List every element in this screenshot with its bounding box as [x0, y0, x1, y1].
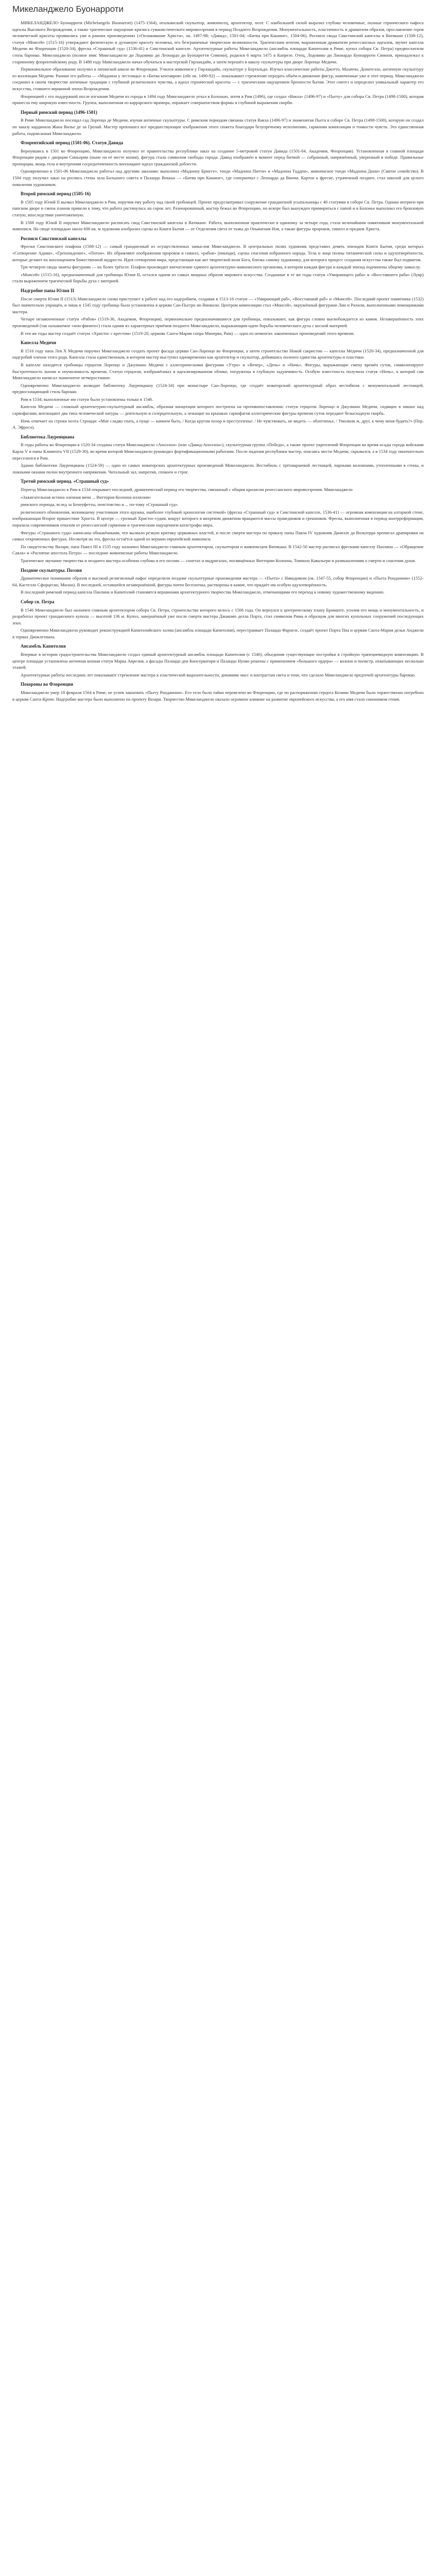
paragraph: После смерти Юлия II (1513) Микеланджело снова приступает к работе над его надгробием, создавая в 1513-16 статуи — «Умирающий раб», «Восставший раб» и «Моисей». Последний проект памятника (1532) был значительно упрощён, и лишь в 1545 году гробница была установлена в церкви Сан-Пьетро ин Винколи. Центром композиции стал «Моисей», окружённый фигурами Лии и Рахили, выполненными помощниками мастера.: [12, 296, 424, 314]
paragraph: Четыре незаконченные статуи «Рабов» (1519-36, Академия, Флоренция), первоначально предназначавшиеся для гробницы, показывают, как фигура словно высвобождается из камня. Незавершённость этих произведений (так называемое «нон-финито») стала одним из характерных приёмов позднего Микеланджело, выражающим идею борьбы человеческого духа с косной материей.: [12, 316, 424, 328]
paragraph: Рим в 1534; выполненные им статуи были установлены только в 1546.: [21, 396, 153, 402]
document-body: [12, 20, 424, 702]
paragraph: Капелла Медичи — сложный архитектурно-скульптурный ансамбль, образная концепция которого построена на противопоставлении: статуи герцогов Лоренцо и Джулиано Медичи, сидящих в нишах над саркофагами, воплощают два типа человеческой натуры — деятельную и созерцательную, а лежащие на крышках саркофагов аллегорические фигуры времени суток передают безысходную скорбь.: [12, 404, 424, 416]
paragraph: «Зажигательная истина оленная вичи ... Виттория Колонна иллюзия»: [21, 494, 151, 500]
section-heading: Ансамбль Капитолия: [21, 643, 66, 649]
paragraph: В эти же годы мастер создаёт статую «Христос с крестом» (1519-20, церковь Санта-Мария сопра Минерва, Рим) — одно из немногих законченных произведений этого времени.: [21, 330, 355, 336]
paragraph: По свидетельству Вазари, папа Павел III в 1535 году назначил Микеланджело главным архитектором, скульптором и живописцем Ватикана. В 1542-50 мастер расписал фресками капеллу Паолина — «Обращение Савла» и «Распятие апостола Петра» — последние живописные работы Микеланджело.: [12, 544, 424, 556]
paragraph: «Моисей» (1515-16), предназначенный для гробницы Юлия II, остался одним из самых мощных образов мирового искусства. Созданные в те же годы статуи «Умирающего раба» и «Восставшего раба» (Лувр) стали выражением трагической борьбы духа с материей.: [12, 272, 424, 284]
paragraph: Драматическое понимание образов и высокий религиозный пафос определили поздние скульптурные произведения мастера — «Пьета» с Никодимом (ок. 1547-55, собор Флоренции) и «Пьета Ронданини» (1552-64, Кастелло Сфорцеско, Милан). В последней, оставшейся незавершённой, фигуры почти бесплотны, растворены в камне, что придаёт им особую одухотворённость.: [12, 575, 424, 587]
paragraph: В 1516 году папа Лев X Медичи поручил Микеланджело создать проект фасада церкви Сан-Лоренцо во Флоренции, а затем строительство Новой сакристии — капеллы Медичи (1520-34), предназначенной для надгробий членов этого рода. Капелла стала единственным, в котором мастер выступил одновременно как архитектор и скульптор, добившись полного единства архитектуры и пластики.: [12, 348, 424, 360]
section-heading: Похороны во Флоренции: [21, 682, 74, 687]
paragraph: Переезд Микеланджело в Рим в 1534 открывает последний, драматический период его творчества, связанный с общим кризисом ренессансного мировоззрения. Микеланджело: [21, 487, 353, 492]
paragraph: Фигуры «Страшного суда» написаны обнажёнными, что вызвало резкую критику церковных властей, и после смерти мастера по приказу папы Павла IV художник Даниэле да Вольтерра прописал драпировки на самых откровенных фигурах. Несмотря на это, фреска остаётся одной из вершин европейской живописи.: [12, 530, 424, 542]
section-heading: Надгробие папы Юлия II: [21, 287, 74, 293]
paragraph: Впервые в истории градостроительства Микеланджело создал единый архитектурный ансамбль площади Капитолия (с 1546), объединив существующие постройки в стройную трапециевидную композицию. В центре площади установлена античная конная статуя Марка Аврелия, а фасады Палаццо деи Консерватори и Палаццо Нуово решены с применением «большого ордера» — колонн и пилястр, охватывающих несколько этажей.: [12, 652, 424, 670]
paragraph: В 1508 году Юлий II поручил Микеланджело расписать свод Сикстинской капеллы в Ватикане. Работа, выполненная практически в одиночку за четыре года, стала величайшим памятником монументальной живописи. На своде площадью около 600 кв. м художник изобразил сцены из Книги Бытия — от Отделения света от тьмы до Опьянения Ноя, а также фигуры пророков, сивилл и предков Христа.: [12, 219, 424, 232]
paragraph: В капелле находятся гробницы герцогов Лоренцо и Джулиано Медичи с аллегорическими фигурами «Утро» и «Вечер», «День» и «Ночь». Фигуры, выражающие смену времён суток, символизируют быстротечность жизни и неумолимость времени. Статуи герцогов, изображённых в идеализированном облике, погружены в глубокую задумчивость. Особую известность получила статуя «Ночь», к которой сам Микеланджело написал знаменитое четверостишие.: [12, 362, 424, 381]
paragraph: В 1505 году Юлий II вызвал Микеланджело в Рим, поручив ему работу над своей гробницей. Проект предусматривал сооружение грандиозной усыпальницы с 40 статуями в соборе Св. Петра. Однако интриги при папском дворе и смена планов привели к тому, что работа растянулась на сорок лет. Разочарованный, мастер бежал во Флоренцию, но вскоре был вынужден примириться с папой и в Болонье выполнил его бронзовую статую, впоследствии уничтоженную.: [12, 199, 424, 218]
paragraph: МИКЕЛАНДЖЕЛО Буонарроти (Michelangelo Buonarroti) (1475-1564), итальянский скульптор, живописец, архитектор, поэт. С наибольшей силой выразил глубоко человечные, полные героического пафоса идеалы Высокого Возрождения, а также трагическое ощущение кризиса гуманистического мировоззрения в период Позднего Возрождения. Монументальность, пластичность и драматизм образов, прославление героя человеческой красоты проявились уже в ранних произведениях («Оплакивание Христа», ок. 1497-98; «Давид», 1501-04; «Битва при Кашине», 1504-06). Росписи свода Сикстинской капеллы в Ватикане (1508-12), статуя «Моисей» (1515-16) утверждают физическую и духовную красоту человека, его безграничные творческие возможности. Трагическим итогом, выраженным драматизм ренессансных идеалов, звучит капелла Медичи во Флоренции (1520-34), фреска «Страшный суд» (1536-41) в Сикстинской капелле. Архитектурные работы Микеланджело (ансамбль площади Капитолия в Риме, купол собора Св. Петра) предвосхитили стиль барокко. Микеланджело (полное имя: Микеланджело ди Лодовико ди Леонардо ди Буонаротти Симони), родился 6 марта 1475 в Капрезе. Отец, Лодовико ди Лионардо Буонарроти Симони, принадлежал к старинному флорентийскому роду. В 1488 году Микеланджело начал обучаться в мастерской Гирландайо, а затем перешёл в школу скульптуры при дворе Лоренцо Медичи.: [12, 20, 424, 64]
section-heading: Собор св. Петра: [21, 599, 55, 604]
paragraph: В 1546 Микеланджело был назначен главным архитектором собора Св. Петра, строительство которого велось с 1506 года. Он вернулся к центрическому плану Браманте, усилив его мощь и монументальность, и разработал проект грандиозного купола — высотой 136 м. Купол, завершённый уже после смерти мастера Джакомо делла Порта, стал символом Рима и образцом для многих купольных сооружений последующих эпох.: [12, 607, 424, 625]
paragraph: Микеланджело умер 18 февраля 1564 в Риме, не успев закончить «Пьету Ронданини». Его тело было тайно перевезено во Флоренцию, где по распоряжению герцога Козимо Медичи было торжественно погребено в церкви Санта-Кроче. Надгробие мастера было выполнено по проекту Вазари. Творчество Микеланджело оказало огромное влияние на развитие европейского искусства, а его имя стало синонимом гения.: [12, 690, 424, 702]
section-heading: Второй римский период (1505-16): [21, 191, 91, 197]
paragraph: Трагическое звучание творчества и позднего мастера особенно глубоко в его поэзии — сонетах и мадригалах, посвящённых Виттории Колонна, Томмазо Кавальери и размышлениям о смерти и спасении души.: [21, 557, 416, 563]
section-heading: Флорентийский период (1501-06). Статуя Давида: [21, 140, 124, 146]
section-heading: Поздние скульптуры. Поэзия: [21, 567, 82, 573]
section-heading: Библиотека Лауренциана: [21, 434, 75, 439]
paragraph: римского периода, вслед за Бенеуфетты, неистовство и ... по-тому «Страшный суд».: [21, 502, 179, 507]
paragraph: Здание библиотеки Лауренцианы (1524-59) — одно из самых новаторских архитектурных произведений Микеланджело. Вестибюль с трёхмаршевой лестницей, парными колоннами, утопленными в стены, и ложными окнами полон внутреннего напряжения. Читальный зал, напротив, спокоен и строг.: [12, 463, 424, 474]
section-heading: Капелла Медичи: [21, 340, 57, 346]
paragraph: Одновременно Микеланджело возводит библиотеку Лауренциану (1524-34) при монастыре Сан-Лоренцо, где создаёт новаторский архитектурный образ вестибюля с монументальной лестницей, предвосхищающий стиль барокко.: [12, 382, 424, 395]
paragraph: В последний римский период капелла Паолина и Капитолий становятся вершинами архитектурного творчества Микеланджело, отмечающими его переход к новому художественному видению.: [21, 589, 385, 595]
paragraph: В годы работы во Флоренции в 1520-34 созданы статуя Микеланджело «Аполлон» (или «Давид-Аполлон»), скульптурная группа «Победа», а также проект укреплений Флоренции во время осады города войсками Карла V и папы Климента VII (1529-30), во время которой Микеланджело руководил фортификационными работами. После падения республики мастер, опасаясь мести Медичи, скрывался, а в 1534 году окончательно переселился в Рим.: [12, 442, 424, 461]
paragraph: В Риме Микеланджело посещал сад Лоренцо де Медичи, изучая античные скульптуры. С римским периодом связаны статуя Вакха (1496-97) и знаменитая Пьета в соборе Св. Петра (1498-1500), которую он создал по заказу кардинала Жана Вилье де ла Гролай. Мастер превзошел все предшествующие изображения этого сюжета благодаря безупречному исполнению, гармонии композиции и тонкости чувств. Это единственная работа, подписанная Микеланджело.: [12, 117, 424, 136]
paragraph: Архитектурные работы последних лет показывают стремление мастера к пластической выразительности, динамике масс и контрастам света и тени, что сделало Микеланджело предтечей архитектуры барокко.: [21, 672, 416, 677]
section-heading: Росписи Сикстинской капеллы: [21, 235, 86, 241]
paragraph: Флоренцией с его поддержкой после изгнания Медичи из города в 1494 году Микеланджело уехал в Болонью, затем в Рим (1496), где создал «Вакха» (1496-97) и «Пьету» для собора Св. Петра (1498-1500), которая принесла ему широкую известность. Группа, выполненная из каррарского мрамора, поражает совершенством формы и глубиной выражения скорби.: [12, 93, 424, 106]
section-heading: Первый римский период (1496-1501): [21, 109, 97, 115]
paragraph: Вернувшись в 1501 во Флоренцию, Микеланджело получил от правительства республики заказ на создание 5-метровой статуи Давида (1501-04, Академия, Флоренция). Установленная в главной площади Флоренции рядом с дворцом Синьории (ныне на её месте копия), фигура стала символом свободы города. Давид изображён в момент перед битвой — собранный, напряжённый, уверенный в победе. Правильные пропорции, мощь тела и внутренняя сосредоточенность воплощают идеал гражданской доблести.: [12, 148, 424, 166]
paragraph: Фрески Сикстинского плафона (1508-12) — самый грандиозный из осуществленных замыслов Микеланджело. В центральных полях художник представил девять эпизодов Книги Бытия, среди которых «Сотворение Адама», «Грехопадение», «Потоп». Их обрамляют изображения пророков и сивилл, «рабов» (иньюди), сцены спасения избранного народа. Тела и лица полны титанической силы и одухотворённости, которые делают их воплощением божественной мудрости. Идея сотворения мира, предстающая как акт творческой воли Бога, близка самому художнику, для которого процесс создания искусства также был подвигом.: [12, 244, 424, 262]
document-title: Микеланджело Буонарроти: [12, 4, 124, 14]
paragraph: Ночь отвечает на строки поэта Строцци: «Мне сладко спать, а пуще — камнем быть, / Когда кругом позор и преступленье: / Не чувствовать, не видеть — облегченье, / Умолкни ж, друг, к чему меня будить?» (Пер. А. Эфроса).: [12, 418, 424, 430]
paragraph: Первоначальное образование получил в латинской школе во Флоренции. Учился живописи у Гирландайо, скульптуре у Бертольдо. Изучал классические работы Джотто, Мазаччо, Донателло, античную скульптуру из коллекции Медичи. Ранние его работы — «Мадонна у лестницы» и «Битва кентавров» (обе ок. 1490-92) — показывают стремление передать объём и движение фигур, намеченные уже в этот период. Микеланджело соединил в своем творчестве античные традиции с глубиной религиозного чувства, а идеал героической красоты — с трагическим ощущением бренности бытия. Этот синтез и определил уникальный характер его искусства, ставшего вершиной эпохи Возрождения.: [12, 66, 424, 91]
paragraph: Три четверти свода заняты фигурами — их более трёхсот. Плафон производит впечатление единого архитектурно-живописного организма, в котором каждая фигура и каждый эпизод подчинены общему замыслу.: [21, 264, 421, 270]
paragraph: религиозного обновления, возникшему участникам этого кружка, наиболее глубокой хронологии системой» (фреска «Страшный суд» в Сикстинской капелле, 1536-41) — огромная композиция на алтарной стене, изображающая Второе пришествие Христа. В центре — грозный Христос-судия, вокруг которого в вихревом движении вращаются массы праведников и грешников. Фреска, выполненная в период контрреформации, поразила современников отказом от ренессансной гармонии и трагическим ощущением катастрофы мира.: [12, 509, 424, 528]
paragraph: Одновременно Микеланджело руководит реконструкцией Капитолийского холма (ансамбль площади Капитолия), перестраивает Палаццо Фарнезе, создаёт проект Порта Пиа и церкви Санта-Мария дельи Анджели в термах Диоклетиана.: [12, 628, 424, 639]
section-heading: Третий римский период. «Страшный суд»: [21, 479, 109, 484]
paragraph: Одновременно в 1501-06 Микеланджело работал над другими заказами: выполнил «Мадонну Брюгге», тондо «Мадонна Питти» и «Мадонна Таддеи», живописное тондо «Мадонна Дони» (Святое семейство). В 1504 году получил заказ на роспись стены зала Большого совета в Палаццо Веккьо — «Битва при Кашине», где соперничал с Леонардо да Винчи. Картон к фреске, утраченный позднее, стал школой для целого поколения художников.: [12, 168, 424, 187]
